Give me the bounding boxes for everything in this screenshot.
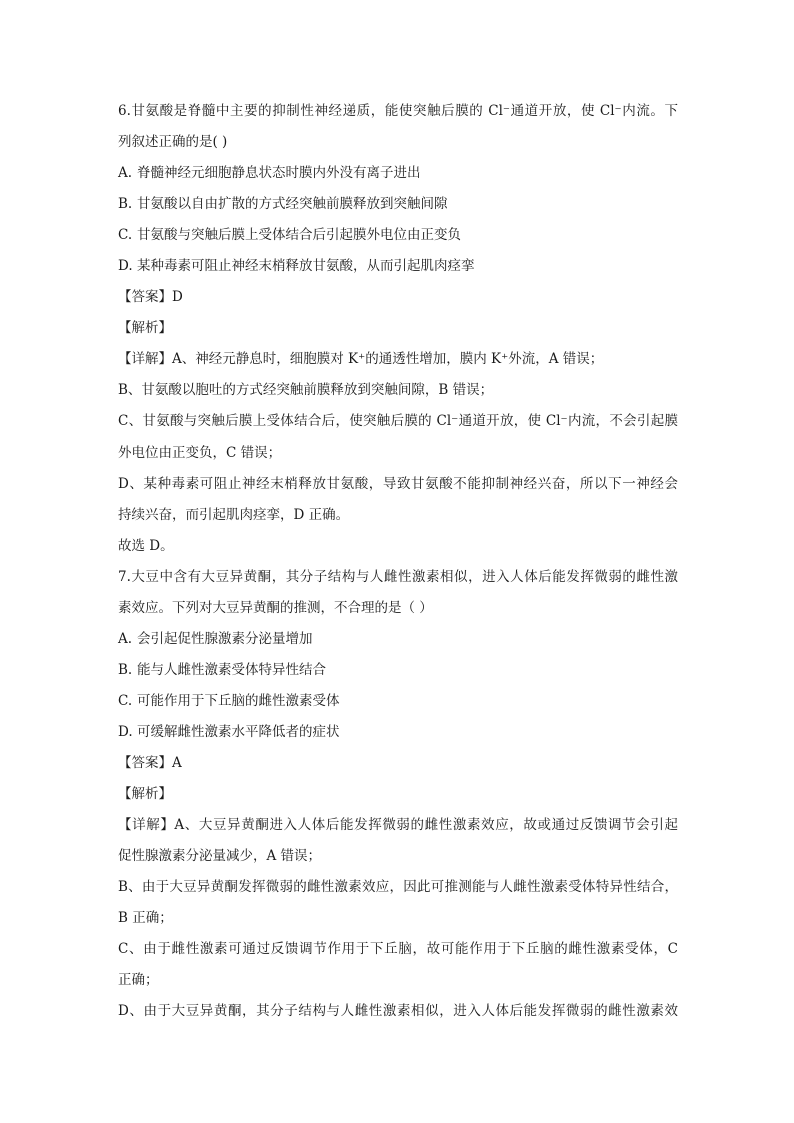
line-text: 正确； (118, 972, 159, 989)
text-line (118, 531, 678, 562)
line-text: 【答案】D (118, 289, 183, 306)
text-line (118, 779, 678, 810)
option-line (118, 189, 678, 220)
text-line (118, 282, 678, 313)
option-line (118, 686, 678, 717)
line-text: D、某种毒素可阻止神经末梢释放甘氨酸，导致甘氨酸不能抑制神经兴奋，所以下一神经会 (118, 475, 678, 492)
line-text: 素效应。下列对大豆异黄酮的推测，不合理的是（ ） (118, 599, 433, 616)
line-text: 可能作用于下丘脑的雌性激素受体 (137, 692, 340, 709)
option-line (118, 220, 678, 251)
text-line (118, 469, 678, 500)
option-label: A. (118, 630, 133, 647)
text-line (118, 903, 678, 934)
line-text: 外电位由正变负，C 错误； (118, 444, 282, 461)
text-line (118, 127, 678, 158)
line-text: C、由于雌性激素可通过反馈调节作用于下丘脑，故可能作用于下丘脑的雌性激素受体，C (118, 941, 678, 958)
line-text: C、甘氨酸与突触后膜上受体结合后，使突触后膜的 Cl⁻通道开放，使 Cl⁻内流，不会引起膜 (118, 413, 678, 430)
line-text: B 正确； (118, 910, 173, 927)
text-line (118, 438, 678, 469)
line-text: 会引起促性腺激素分泌量增加 (137, 630, 313, 647)
text-line (118, 375, 678, 406)
line-text: 【详解】A、神经元静息时，细胞膜对 K⁺的通透性增加，膜内 K⁺外流，A 错误； (118, 351, 604, 368)
text-line (118, 562, 678, 593)
line-text: 持续兴奋，而引起肌肉痉挛，D 正确。 (118, 506, 350, 523)
option-label: C. (118, 692, 133, 709)
option-line (118, 158, 678, 189)
text-line (118, 810, 678, 841)
line-text: 6.甘氨酸是脊髓中主要的抑制性神经递质，能使突触后膜的 Cl⁻通道开放，使 Cl⁻内流。下 (118, 103, 678, 119)
line-text: 脊髓神经元细胞静息状态时膜内外没有离子进出 (137, 165, 421, 182)
option-label: A. (118, 165, 133, 182)
line-text: 促性腺激素分泌量减少，A 错误； (118, 848, 322, 865)
option-label: D. (118, 258, 133, 275)
line-text: 甘氨酸与突触后膜上受体结合后引起膜外电位由正变负 (137, 227, 461, 244)
line-text: 甘氨酸以自由扩散的方式经突触前膜释放到突触间隙 (137, 196, 448, 213)
line-text: 故选 D。 (118, 537, 174, 554)
text-line (118, 406, 678, 437)
line-text: 可缓解雌性激素水平降低者的症状 (137, 723, 340, 740)
text-line (118, 748, 678, 779)
text-line (118, 344, 678, 375)
text-line (118, 996, 678, 1027)
document-body (118, 96, 678, 1027)
text-line (118, 934, 678, 965)
line-text: 列叙述正确的是( ) (118, 134, 228, 151)
line-text: 7.大豆中含有大豆异黄酮，其分子结构与人雌性激素相似，进入人体后能发挥微弱的雌性激 (118, 568, 678, 585)
option-line (118, 251, 678, 282)
line-text: 【解析】 (118, 320, 172, 337)
option-label: C. (118, 227, 133, 244)
text-line (118, 841, 678, 872)
line-text: B、由于大豆异黄酮发挥微弱的雌性激素效应，因此可推测能与人雌性激素受体特异性结合， (118, 879, 678, 896)
line-text: 能与人雌性激素受体特异性结合 (137, 661, 326, 678)
line-text: D、由于大豆异黄酮，其分子结构与人雌性激素相似，进入人体后能发挥微弱的雌性激素效 (118, 1003, 678, 1020)
line-text: 某种毒素可阻止神经末梢释放甘氨酸，从而引起肌肉痉挛 (137, 258, 475, 275)
text-line (118, 872, 678, 903)
option-line (118, 655, 678, 686)
option-label: D. (118, 723, 133, 740)
text-line (118, 965, 678, 996)
line-text: B、甘氨酸以胞吐的方式经突触前膜释放到突触间隙，B 错误； (118, 382, 494, 399)
option-label: B. (118, 196, 133, 213)
option-line (118, 624, 678, 655)
option-line (118, 717, 678, 748)
text-line (118, 593, 678, 624)
text-line (118, 500, 678, 531)
option-label: B. (118, 661, 133, 678)
line-text: 【详解】A、大豆异黄酮进入人体后能发挥微弱的雌性激素效应，故或通过反馈调节会引起 (118, 817, 678, 834)
text-line (118, 96, 678, 127)
line-text: 【解析】 (118, 786, 172, 803)
text-line (118, 313, 678, 344)
line-text: 【答案】A (118, 754, 182, 771)
